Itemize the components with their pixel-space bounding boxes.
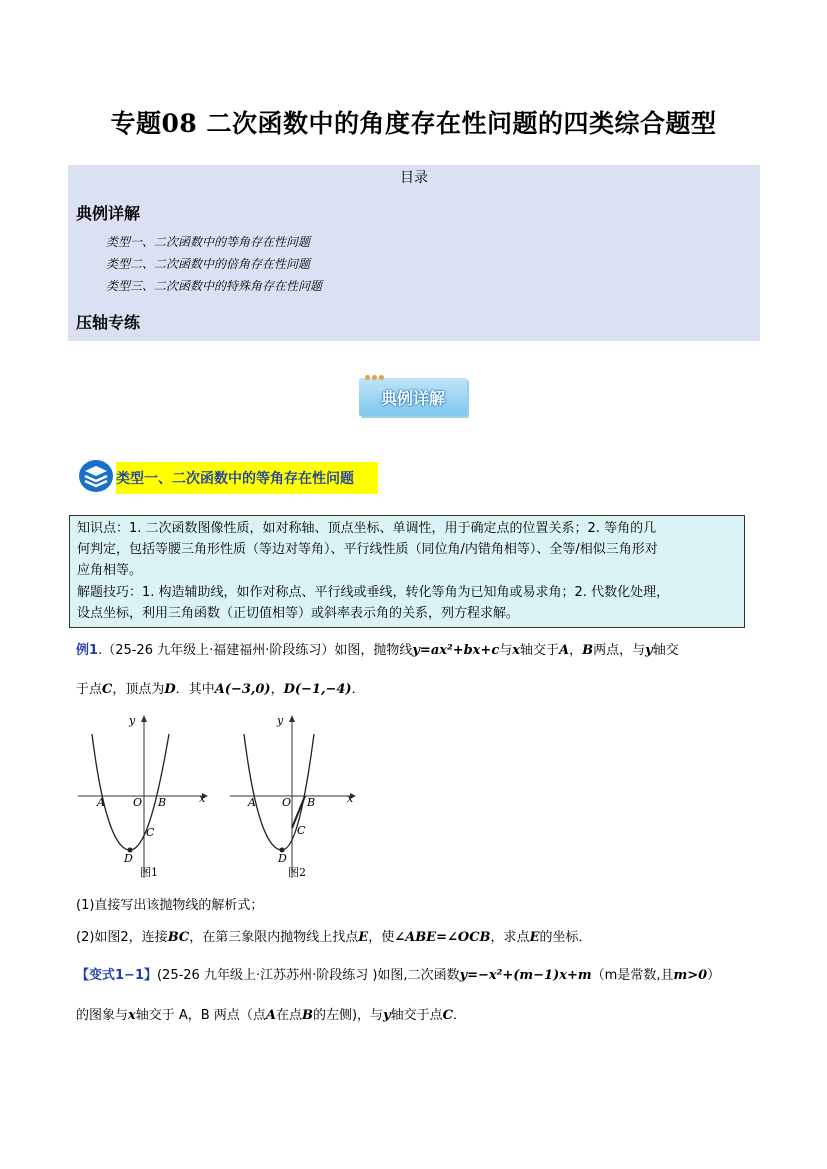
example-label: 例 bbox=[76, 643, 90, 658]
text: ） bbox=[707, 968, 721, 983]
text: 轴交于 A，B 两点（点 bbox=[135, 1008, 266, 1023]
parabola-equation: y=ax²+bx+c bbox=[412, 643, 500, 658]
text: （m是常数,且 bbox=[591, 968, 674, 983]
badge-dot bbox=[365, 375, 370, 380]
point-c: C bbox=[442, 1008, 453, 1023]
toc-section-examples[interactable]: 典例详解 bbox=[76, 204, 141, 223]
point-e: E bbox=[358, 930, 369, 945]
point-d-coord: D(−1,−4) bbox=[283, 682, 352, 697]
tips-line: 知识点：1. 二次函数图像性质，如对称轴、顶点坐标、单调性，用于确定点的位置关系；2. 等角的几 bbox=[77, 521, 657, 536]
example-number: 1 bbox=[89, 643, 99, 658]
example1-line1 bbox=[76, 639, 679, 658]
point-b: B bbox=[301, 1008, 313, 1023]
text: 与 bbox=[499, 643, 513, 658]
tips-line: 何判定，包括等腰三角形性质（等边对等角）、平行线性质（同位角/内错角相等）、全等/相似三角形对 bbox=[77, 542, 658, 557]
point-e: E bbox=[529, 930, 540, 945]
text: ，求点 bbox=[490, 930, 530, 945]
text: ，在第三象限内抛物线上找点 bbox=[189, 930, 359, 945]
toc-section-challenge[interactable]: 压轴专练 bbox=[76, 313, 141, 332]
text: 轴交于 bbox=[520, 643, 560, 658]
text: 于点 bbox=[76, 682, 103, 697]
text: ．其中 bbox=[175, 682, 215, 697]
var-y: y bbox=[383, 1008, 391, 1023]
x-axis-label: x bbox=[199, 792, 206, 805]
knowledge-tips-box bbox=[69, 515, 745, 628]
text: 的左侧)，与 bbox=[312, 1008, 384, 1023]
quadratic-equation: y=−x²+(m−1)x+m bbox=[459, 968, 592, 983]
point-a-label: A bbox=[248, 796, 256, 809]
angle-equation: ∠ABE=∠OCB bbox=[394, 930, 491, 945]
toc-heading: 目录 bbox=[400, 170, 428, 186]
question-1: (1)直接写出该抛物线的解析式； bbox=[76, 898, 264, 913]
tips-line: 设点坐标，利用三角函数（正切值相等）或斜率表示角的关系，列方程求解。 bbox=[77, 606, 520, 621]
text: ， bbox=[569, 643, 583, 658]
figure-1-graph bbox=[74, 710, 214, 882]
toc-item-type3[interactable]: 类型三、二次函数中的特殊角存在性问题 bbox=[106, 279, 323, 293]
segment-bc: BC bbox=[167, 930, 190, 945]
example1-line2 bbox=[76, 678, 365, 697]
variant-tag: 【变式1−1】 bbox=[76, 968, 157, 983]
text: 两点，与 bbox=[593, 643, 646, 658]
y-axis-label: y bbox=[129, 714, 136, 727]
y-axis-label: y bbox=[277, 714, 284, 727]
point-c-label: C bbox=[297, 824, 306, 837]
text: ，使 bbox=[368, 930, 395, 945]
example-source: .（25-26 九年级上·福建福州·阶段练习）如图，抛物线 bbox=[98, 643, 413, 658]
document-title: 专题08 二次函数中的角度存在性问题的四类综合题型 bbox=[110, 109, 717, 138]
point-b-label: B bbox=[158, 796, 167, 809]
condition: m>0 bbox=[673, 968, 708, 983]
origin-label: O bbox=[282, 796, 292, 809]
text: 的图象与 bbox=[76, 1008, 129, 1023]
text: ． bbox=[452, 1008, 466, 1023]
var-x: x bbox=[512, 643, 521, 658]
var-y: y bbox=[645, 643, 653, 658]
question-2 bbox=[76, 926, 592, 945]
variant-1-line2 bbox=[76, 1004, 466, 1023]
point-a: A bbox=[265, 1008, 276, 1023]
text: 在点 bbox=[275, 1008, 302, 1023]
point-d-label: D bbox=[278, 852, 287, 865]
text: (2)如图2，连接 bbox=[76, 930, 168, 945]
text: ，顶点为 bbox=[112, 682, 165, 697]
badge-label: 典例详解 bbox=[380, 389, 445, 408]
variant-source: (25-26 九年级上·江苏苏州·阶段练习 )如图,二次函数 bbox=[156, 968, 460, 983]
text: ． bbox=[351, 682, 365, 697]
point-c-label: C bbox=[146, 826, 155, 839]
text: 轴交于点 bbox=[390, 1008, 443, 1023]
book-stack-icon bbox=[78, 459, 114, 493]
point-b: B bbox=[582, 643, 594, 658]
badge-dot bbox=[372, 375, 377, 380]
point-a-label: A bbox=[97, 796, 105, 809]
figure-2-graph bbox=[226, 710, 366, 882]
type-heading-text: 类型一、二次函数中的等角存在性问题 bbox=[116, 471, 354, 487]
toc-item-type2[interactable]: 类型二、二次函数中的倍角存在性问题 bbox=[106, 257, 311, 271]
var-x: x bbox=[128, 1008, 136, 1023]
tips-line: 解题技巧：1. 构造辅助线，如作对称点、平行线或垂线，转化等角为已知角或易求角；2. 代数化处理， bbox=[77, 585, 670, 600]
point-b-label: B bbox=[307, 796, 316, 809]
point-c: C bbox=[102, 682, 113, 697]
text: 的坐标． bbox=[539, 930, 592, 945]
point-a-coord: A(−3,0) bbox=[214, 682, 271, 697]
table-of-contents bbox=[68, 165, 760, 341]
x-axis-label: x bbox=[347, 792, 354, 805]
badge-dot bbox=[379, 375, 384, 380]
figure-2-caption: 图2 bbox=[288, 866, 306, 879]
tips-line: 应角相等。 bbox=[77, 563, 143, 578]
text: 轴交 bbox=[652, 643, 679, 658]
point-a: A bbox=[559, 643, 570, 658]
point-d-label: D bbox=[124, 852, 133, 865]
variant-1-line1 bbox=[76, 964, 720, 983]
section-badge bbox=[359, 378, 469, 418]
toc-item-type1[interactable]: 类型一、二次函数中的等角存在性问题 bbox=[106, 235, 311, 249]
point-d: D bbox=[164, 682, 176, 697]
type-heading bbox=[116, 462, 378, 494]
figure-1-caption: 图1 bbox=[140, 866, 158, 879]
text: ， bbox=[270, 682, 284, 697]
origin-label: O bbox=[133, 796, 143, 809]
